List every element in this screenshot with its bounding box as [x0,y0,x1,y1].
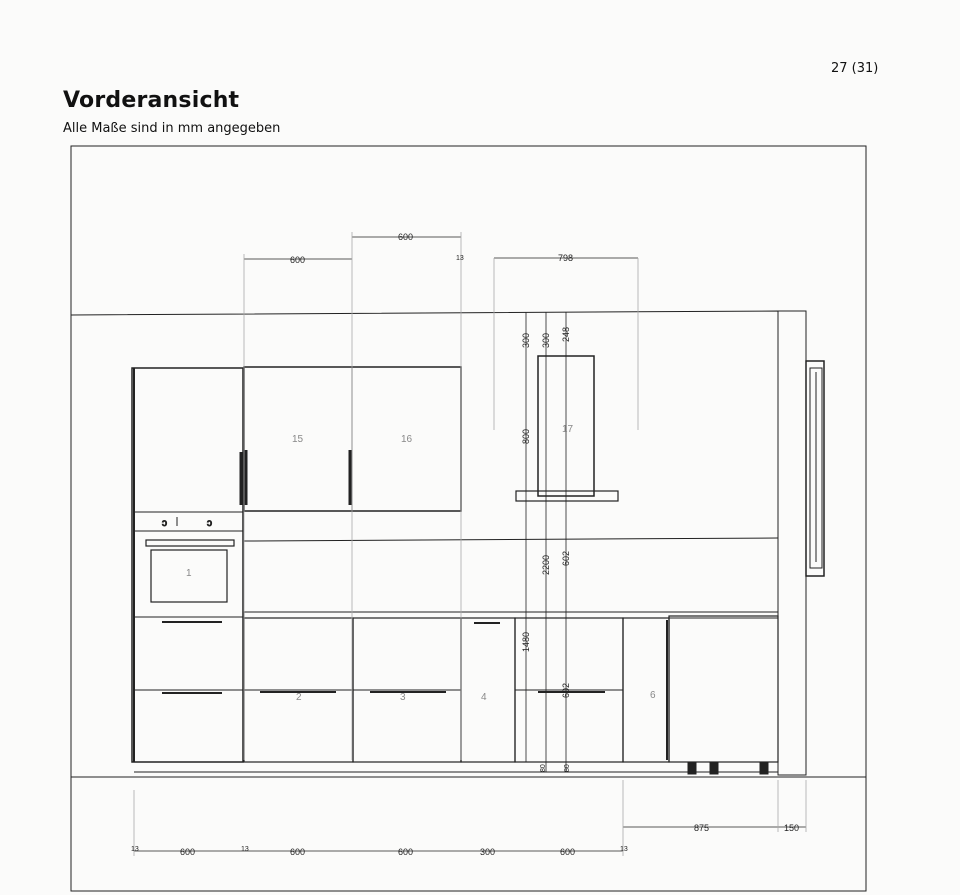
svg-text:ɔ: ɔ [162,518,167,529]
page-title: Vorderansicht [63,88,240,113]
dim-label: 150 [784,823,800,833]
unit-number: 6 [650,690,656,701]
dim-label: 600 [398,847,414,857]
unit-number: 3 [400,692,406,703]
dim-label: 800 [521,428,531,444]
dim-label: 300 [480,847,496,857]
dim-label: 80 [540,764,547,772]
dim-label: 600 [180,847,196,857]
dim-label: 798 [558,253,574,263]
dim-label: 13 [620,846,628,853]
dim-label: 600 [560,847,576,857]
dim-label: 2200 [541,554,551,575]
dim-label: 80 [564,764,571,772]
side-wall [778,311,806,775]
base-cabinets [134,616,778,774]
wall-outline [71,311,778,775]
dim-label: 600 [290,255,306,265]
dim-label: 602 [561,550,571,566]
tall-cabinet [132,368,243,762]
dim-label: 300 [541,332,551,348]
drawing-frame [71,146,866,891]
unit-number: 4 [481,692,487,703]
dim-label: 13 [131,846,139,853]
dim-label: 13 [456,255,464,262]
page-number: 27 (31) [831,61,879,76]
dim-label: 248 [561,326,571,342]
dim-label: 300 [521,332,531,348]
worktop [244,538,778,618]
dim-label: 13 [241,846,249,853]
unit-number: 16 [401,434,413,445]
dim-label: 600 [398,232,414,242]
unit-number: 1 [186,568,192,579]
unit-number: 2 [296,692,302,703]
dim-label: 875 [694,823,710,833]
page-subtitle: Alle Maße sind in mm angegeben [63,121,281,136]
dim-label: 1480 [521,631,531,652]
wall-cabinets [244,367,461,511]
unit-number: 15 [292,434,304,445]
window [806,361,824,576]
oven-knobs [162,517,212,529]
dim-label: 600 [290,847,306,857]
unit-number: 17 [562,424,574,435]
dim-label: 602 [561,682,571,698]
svg-text:ɔ: ɔ [207,518,212,529]
